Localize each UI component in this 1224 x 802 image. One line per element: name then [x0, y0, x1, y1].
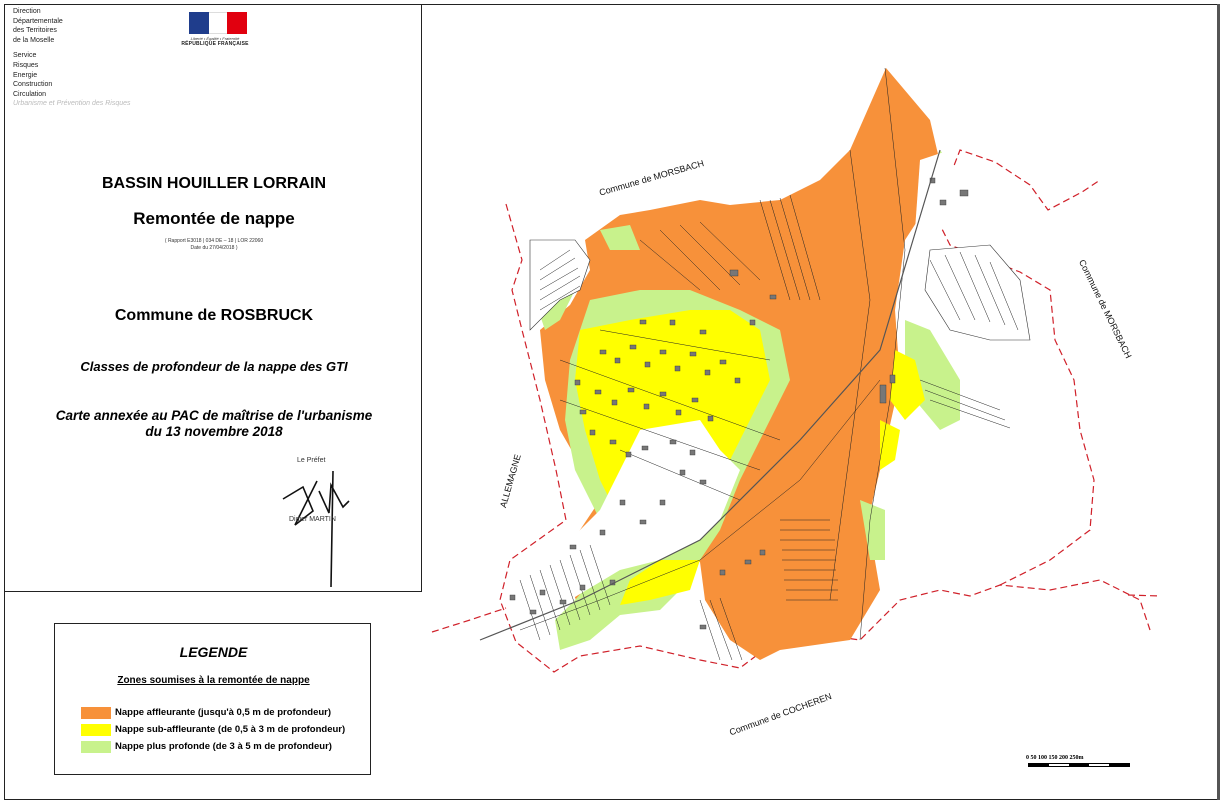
org-line: Direction — [13, 8, 41, 15]
org-line: des Territoires — [13, 27, 57, 35]
report-reference: ( Rapport E3018 | 034 DE – 18 | LOR 22060 Date du 27/04/2018 ) — [164, 238, 264, 251]
swatch-orange — [81, 707, 111, 719]
annex-title: Carte annexée au PAC de maîtrise de l'urbanisme du 13 novembre 2018 — [55, 408, 373, 439]
republic-name: RÉPUBLIQUE FRANÇAISE — [181, 41, 249, 47]
title-block — [4, 4, 422, 592]
org-line: de la Moselle — [13, 36, 55, 44]
swatch-green — [81, 741, 111, 753]
flag-icon — [189, 12, 247, 34]
scale-ticks: 0 50 100 150 200 250m — [1026, 755, 1084, 761]
org-line: Départementale — [13, 17, 63, 25]
service-line: Service — [13, 52, 37, 60]
organisation-block — [13, 7, 131, 109]
commune-title: Commune de ROSBRUCK — [114, 307, 314, 324]
legend-box: LEGENDE Zones soumises à la remontée de nappe Nappe affleurante (jusqu'à 0,5 m de profondeur) Nappe sub-affleurante (de 0,5 à 3 m de profondeur) Nappe plus profonde (de 3 à 5 m de profondeur) — [54, 623, 371, 775]
scale-bar — [1026, 755, 1142, 775]
classes-title: Classes de profondeur de la nappe des GTI — [80, 359, 348, 374]
swatch-yellow — [81, 724, 111, 736]
signature-name: Didier MARTIN — [289, 516, 336, 523]
label-cocheren: Commune de COCHEREN — [728, 691, 833, 738]
signature-role: Le Préfet — [297, 457, 326, 464]
service-line: Energie — [13, 71, 38, 79]
service-line: Construction — [13, 81, 53, 89]
service-line: Risques — [13, 61, 39, 69]
label-morsbach-east: Commune de MORSBACH — [1077, 258, 1134, 360]
legend-title: LEGENDE — [179, 644, 248, 660]
service-line: Circulation — [13, 90, 47, 98]
label-allemagne: ALLEMAGNE — [498, 453, 523, 509]
service-unit: Urbanisme et Prévention des Risques — [13, 100, 131, 108]
label-morsbach-north: Commune de MORSBACH — [598, 158, 706, 198]
republic-logo — [181, 12, 249, 52]
republic-motto: Liberté • Égalité • Fraternité — [190, 36, 240, 41]
main-title: BASSIN HOUILLER LORRAIN — [102, 175, 326, 192]
scale-bar-graphic — [1028, 763, 1130, 767]
map-subject: Remontée de nappe — [133, 209, 295, 228]
legend-subtitle: Zones soumises à la remontée de nappe — [117, 675, 310, 686]
